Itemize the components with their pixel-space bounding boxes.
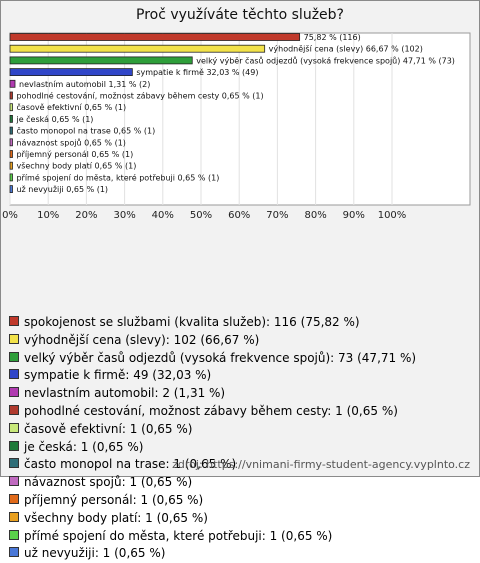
legend-swatch (9, 494, 19, 504)
bar-value-label: velký výběr časů odjezdů (vysoká frekvence spojů) 47,71 % (73) (196, 56, 455, 66)
legend-label: už nevyužiji: 1 (0,65 %) (24, 546, 166, 561)
legend-item (9, 350, 469, 368)
legend-swatch (9, 334, 19, 344)
bar-value-label: už nevyužiji 0,65 % (1) (16, 185, 109, 195)
bar (10, 57, 192, 64)
bar (10, 69, 132, 76)
legend-swatch (9, 512, 19, 522)
bar-value-label: 75,82 % (116) (303, 33, 361, 42)
legend-item (9, 510, 469, 528)
legend-item (9, 385, 469, 403)
legend-swatch (9, 369, 19, 379)
legend-item (9, 332, 469, 350)
legend-item (9, 314, 469, 332)
x-tick-label: 60% (228, 210, 251, 221)
legend-swatch (9, 547, 19, 557)
legend-label: návaznost spojů: 1 (0,65 %) (24, 475, 193, 490)
legend-label: často monopol na trase: 1 (0,65 %) (24, 457, 237, 472)
bar-value-label: často monopol na trase 0,65 % (1) (16, 126, 156, 136)
bar-value-label: návaznost spojů 0,65 % (1) (16, 138, 126, 148)
x-tick-label: 50% (189, 210, 213, 221)
bar-value-label: všechny body platí 0,65 % (1) (16, 161, 137, 171)
bar-value-label: nevlastním automobil 1,31 % (2) (19, 79, 151, 89)
legend-swatch (9, 458, 19, 468)
bar-value-label: přímé spojení do města, které potřebuji 0,65 % (1) (16, 173, 220, 183)
legend-label: spokojenost se službami (kvalita služeb): 116 (75,82 %) (24, 315, 360, 329)
legend-item (9, 492, 469, 510)
bar-value-label: sympatie k firmě 32,03 % (49) (136, 68, 259, 78)
legend-item (9, 421, 469, 439)
legend-swatch (9, 530, 19, 540)
x-tick-label: 40% (151, 210, 174, 221)
chart-legend (9, 314, 469, 563)
legend-swatch (9, 405, 19, 415)
x-tick-label: 80% (304, 210, 327, 221)
bar (10, 151, 12, 158)
legend-label: je česká: 1 (0,65 %) (24, 439, 144, 454)
legend-item (9, 367, 469, 385)
legend-label: sympatie k firmě: 49 (32,03 %) (24, 368, 212, 383)
bar (10, 162, 12, 169)
bar-value-label: je česká 0,65 % (1) (16, 114, 94, 124)
bar-value-label: příjemný personál 0,65 % (1) (16, 150, 134, 159)
legend-swatch (9, 316, 19, 326)
legend-label: nevlastním automobil: 2 (1,31 %) (24, 386, 226, 401)
legend-swatch (9, 352, 19, 362)
bar-value-label: pohodlné cestování, možnost zábavy během cesty 0,65 % (1) (16, 91, 264, 101)
legend-label: výhodnější cena (slevy): 102 (66,67 %) (24, 332, 260, 347)
bar-value-label: časově efektivní 0,65 % (1) (16, 103, 127, 113)
x-tick-label: 10% (37, 210, 60, 221)
bar (10, 127, 12, 134)
bar (10, 45, 265, 52)
bar (10, 34, 300, 41)
bar (10, 92, 12, 99)
legend-item (9, 403, 469, 421)
x-tick-label: 100% (377, 210, 407, 221)
legend-item (9, 528, 469, 546)
x-tick-label: 20% (75, 210, 98, 221)
source-note: zdroj: https://vnimani-firmy-student-agency.vyplnto.cz (172, 458, 470, 471)
legend-label: všechny body platí: 1 (0,65 %) (24, 510, 208, 525)
legend-label: přímé spojení do města, které potřebuji: 1 (0,65 %) (24, 528, 333, 543)
bar (10, 174, 12, 181)
bar (10, 186, 12, 193)
legend-swatch (9, 476, 19, 486)
legend-label: časově efektivní: 1 (0,65 %) (24, 421, 193, 436)
legend-label: pohodlné cestování, možnost zábavy během cesty: 1 (0,65 %) (24, 403, 398, 418)
bar (10, 80, 15, 87)
legend-swatch (9, 441, 19, 451)
chart-title: Proč využíváte těchto služeb? (136, 7, 344, 23)
legend-label: příjemný personál: 1 (0,65 %) (24, 492, 204, 507)
bar (10, 104, 12, 111)
bar-value-label: výhodnější cena (slevy) 66,67 % (102) (268, 44, 423, 54)
legend-label: velký výběr časů odjezdů (vysoká frekvence spojů): 73 (47,71 %) (24, 350, 417, 365)
legend-swatch (9, 423, 19, 433)
x-tick-label: 30% (113, 210, 136, 221)
legend-item (9, 439, 469, 457)
x-tick-label: 90% (342, 210, 365, 221)
x-tick-label: 0% (2, 210, 18, 221)
x-tick-label: 70% (266, 210, 289, 221)
legend-item (9, 545, 469, 563)
legend-swatch (9, 387, 19, 397)
bar (10, 139, 12, 146)
bar (10, 115, 12, 122)
